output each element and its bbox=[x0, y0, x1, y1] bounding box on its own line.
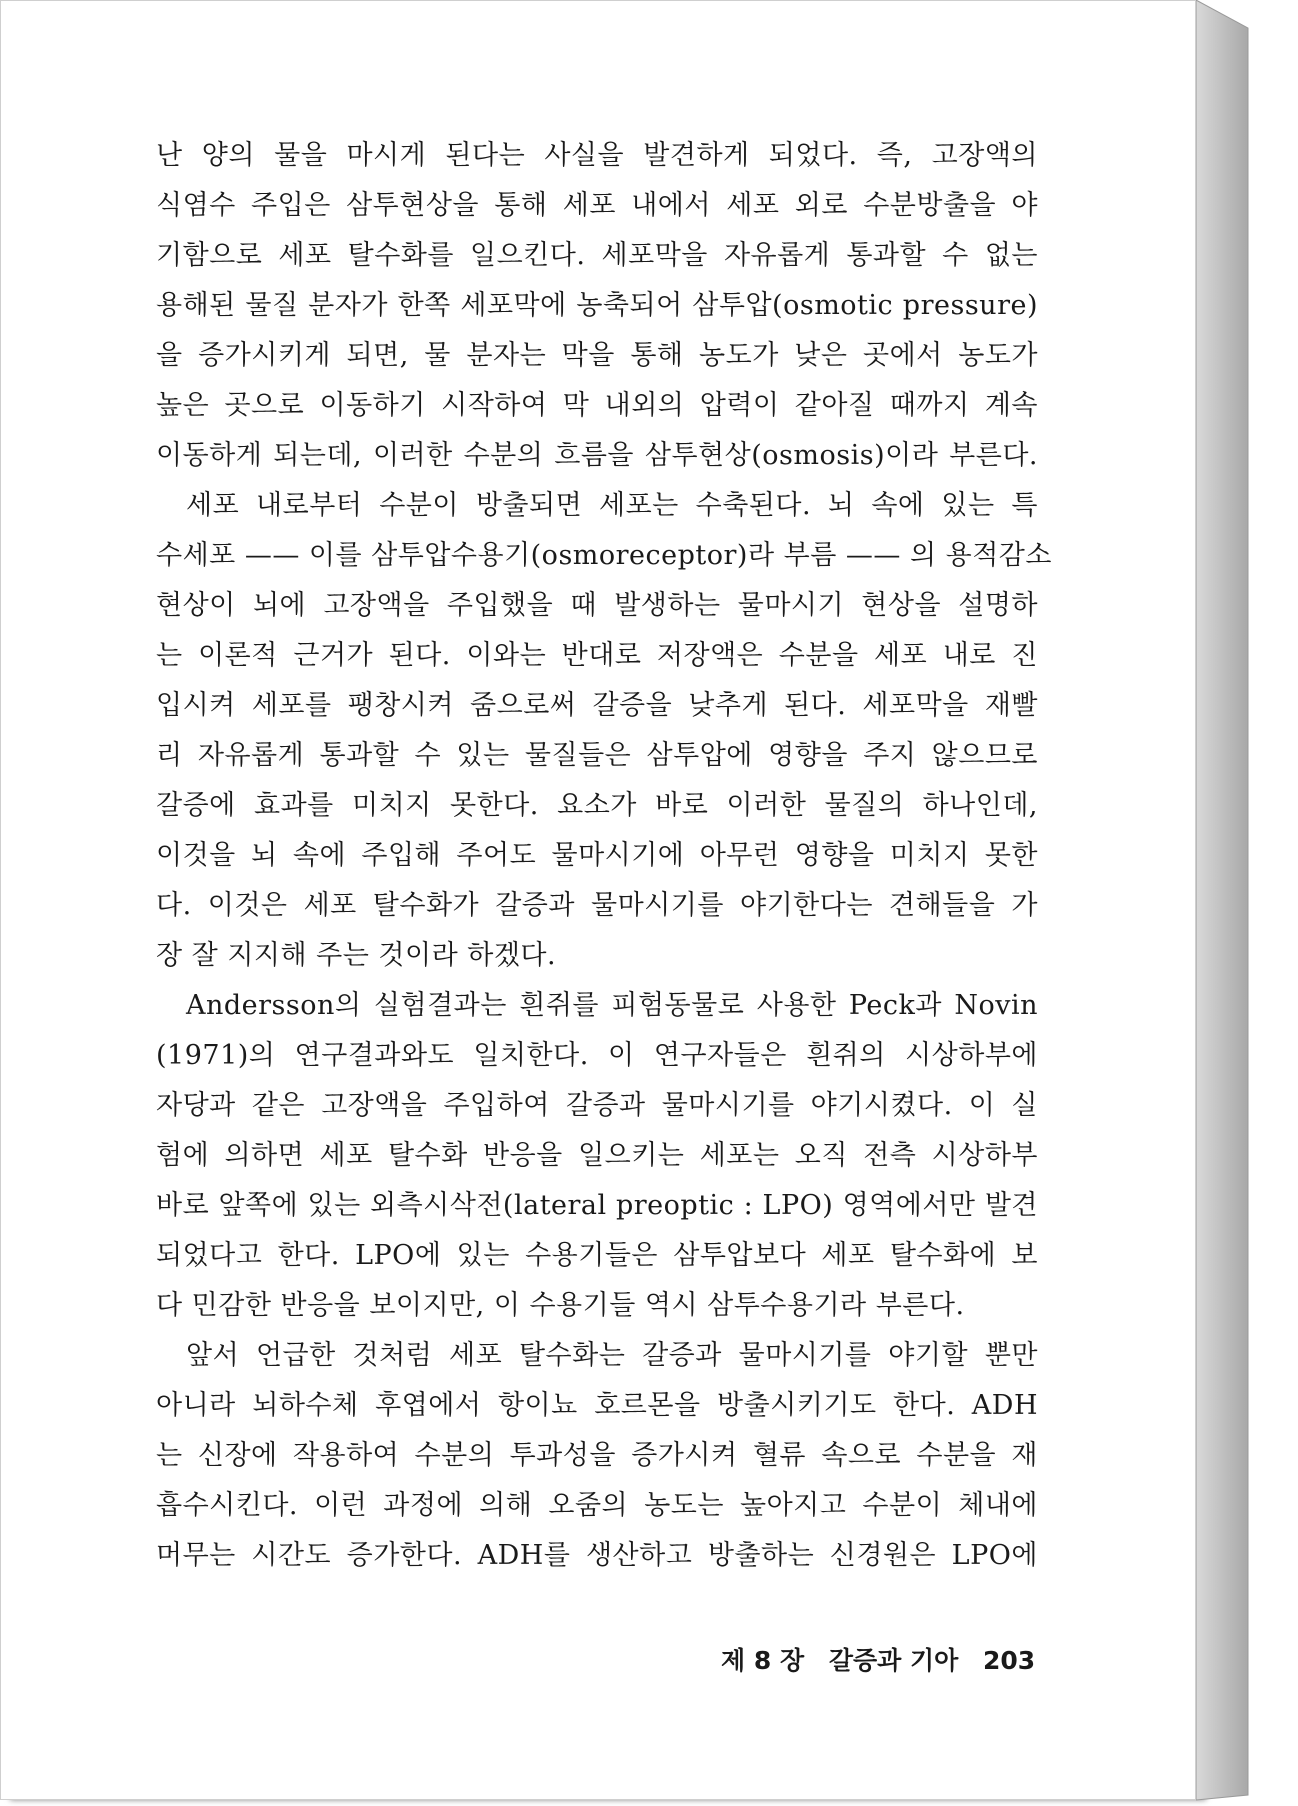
page-footer bbox=[721, 1641, 1036, 1677]
text-line: 다. 이것은 세포 탈수화가 갈증과 물마시기를 야기한다는 견해들을 가 bbox=[156, 890, 1038, 921]
text-line: 장 잘 지지해 주는 것이라 하겠다. bbox=[156, 940, 557, 971]
text-line: 이것을 뇌 속에 주입해 주어도 물마시기에 아무런 영향을 미치지 못한 bbox=[156, 840, 1038, 871]
chapter-label: 제 8 장 bbox=[721, 1646, 805, 1675]
text-line: 을 증가시키게 되면, 물 분자는 막을 통해 농도가 낮은 곳에서 농도가 bbox=[156, 340, 1038, 371]
text-line: 앞서 언급한 것처럼 세포 탈수화는 갈증과 물마시기를 야기할 뿐만 bbox=[186, 1340, 1038, 1371]
text-line: 는 신장에 작용하여 수분의 투과성을 증가시켜 혈류 속으로 수분을 재 bbox=[156, 1440, 1038, 1471]
text-line: 갈증에 효과를 미치지 못한다. 요소가 바로 이러한 물질의 하나인데, bbox=[156, 790, 1038, 821]
text-line: 다 민감한 반응을 보이지만, 이 수용기들 역시 삼투수용기라 부른다. bbox=[156, 1290, 965, 1321]
text-line: 용해된 물질 분자가 한쪽 세포막에 농축되어 삼투압(osmotic pressure) bbox=[156, 290, 1038, 321]
text-line: 리 자유롭게 통과할 수 있는 물질들은 삼투압에 영향을 주지 않으므로 bbox=[156, 740, 1038, 771]
text-line: 세포 내로부터 수분이 방출되면 세포는 수축된다. 뇌 속에 있는 특 bbox=[186, 490, 1038, 521]
book-spine bbox=[1196, 0, 1251, 1806]
text-line: 자당과 같은 고장액을 주입하여 갈증과 물마시기를 야기시켰다. 이 실 bbox=[156, 1090, 1038, 1121]
text-line: 식염수 주입은 삼투현상을 통해 세포 내에서 세포 외로 수분방출을 야 bbox=[156, 190, 1038, 221]
text-line: 는 이론적 근거가 된다. 이와는 반대로 저장액은 수분을 세포 내로 진 bbox=[156, 640, 1038, 671]
text-line: (1971)의 연구결과와도 일치한다. 이 연구자들은 흰쥐의 시상하부에 bbox=[156, 1040, 1038, 1071]
text-line: 높은 곳으로 이동하기 시작하여 막 내외의 압력이 같아질 때까지 계속 bbox=[156, 390, 1038, 421]
text-line: 수세포 —— 이를 삼투압수용기(osmoreceptor)라 부름 —— 의 용적감소 bbox=[156, 540, 1052, 571]
text-line: 기함으로 세포 탈수화를 일으킨다. 세포막을 자유롭게 통과할 수 없는 bbox=[156, 240, 1038, 271]
text-line: Andersson의 실험결과는 흰쥐를 피험동물로 사용한 Peck과 Novin bbox=[186, 990, 1038, 1021]
page-number: 203 bbox=[983, 1646, 1036, 1675]
text-line: 흡수시킨다. 이런 과정에 의해 오줌의 농도는 높아지고 수분이 체내에 bbox=[156, 1490, 1038, 1521]
text-line: 머무는 시간도 증가한다. ADH를 생산하고 방출하는 신경원은 LPO에 bbox=[156, 1540, 1038, 1571]
text-line: 험에 의하면 세포 탈수화 반응을 일으키는 세포는 오직 전측 시상하부 bbox=[156, 1140, 1038, 1171]
text-line: 현상이 뇌에 고장액을 주입했을 때 발생하는 물마시기 현상을 설명하 bbox=[156, 590, 1038, 621]
text-line: 되었다고 한다. LPO에 있는 수용기들은 삼투압보다 세포 탈수화에 보 bbox=[156, 1240, 1038, 1271]
text-line: 난 양의 물을 마시게 된다는 사실을 발견하게 되었다. 즉, 고장액의 bbox=[156, 140, 1038, 171]
text-line: 입시켜 세포를 팽창시켜 줌으로써 갈증을 낮추게 된다. 세포막을 재빨 bbox=[156, 690, 1038, 721]
chapter-title: 갈증과 기아 bbox=[828, 1646, 959, 1675]
text-line: 이동하게 되는데, 이러한 수분의 흐름을 삼투현상(osmosis)이라 부른다. bbox=[156, 440, 1038, 471]
text-line: 아니라 뇌하수체 후엽에서 항이뇨 호르몬을 방출시키기도 한다. ADH bbox=[156, 1390, 1038, 1421]
text-line: 바로 앞쪽에 있는 외측시삭전(lateral preoptic : LPO) 영역에서만 발견 bbox=[156, 1190, 1038, 1221]
body-text bbox=[156, 131, 1052, 1581]
